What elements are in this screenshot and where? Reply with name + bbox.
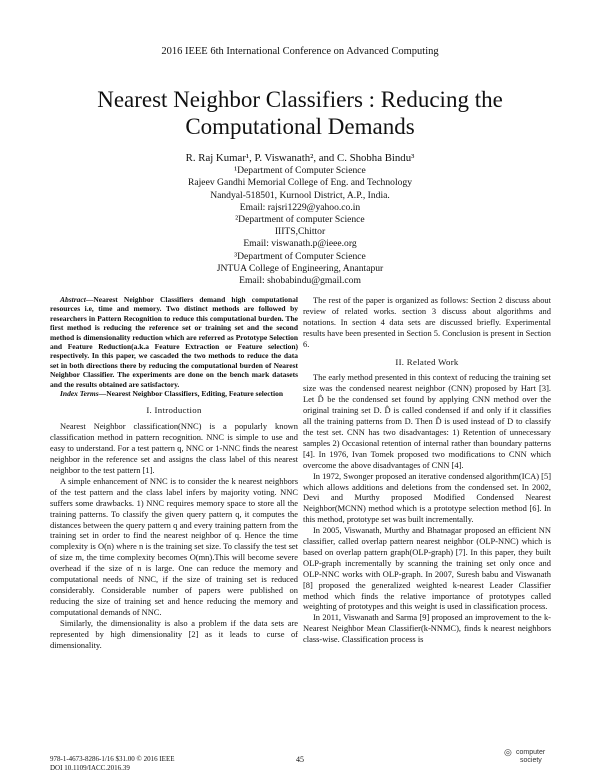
logo-text-line-1: computer — [516, 749, 546, 756]
title-line-2: Computational Demands — [185, 114, 415, 139]
left-column — [50, 295, 298, 650]
index-terms — [50, 389, 298, 398]
abstract-label: Abstract — [60, 295, 86, 304]
affiliation-line: JNTUA College of Engineering, Anantapur — [216, 262, 384, 274]
footer-isbn: 978-1-4673-8286-1/16 $31.00 © 2016 IEEE — [50, 755, 175, 763]
title-line-1: Nearest Neighbor Classifiers : Reducing the — [97, 87, 503, 112]
author-email: Email: viswanath.p@ieee.org — [243, 238, 357, 250]
index-terms-text: —Nearest Neighbor Classifiers, Editing, Feature selection — [98, 389, 284, 399]
affiliation-line: Nandyal-518501, Kurnool District, A.P., India. — [210, 189, 390, 201]
author-email: Email: rajsri1229@yahoo.co.in — [239, 201, 361, 213]
right-column — [303, 295, 551, 645]
conference-header: 2016 IEEE 6th International Conference on Advanced Computing — [161, 46, 439, 57]
affiliation-line: ²Department of computer Science — [235, 214, 365, 226]
body-paragraph: The rest of the paper is organized as follows: Section 2 discuss about review of related works. section 3 discuss about algorithms and notations. In section 4 data sets are discussed briefly. Experimental results have been presented in Section 5. Conclusion is present in Section 6. — [303, 295, 551, 349]
page-number: 45 — [296, 755, 304, 764]
footer-doi: DOI 10.1109/IACC.2016.39 — [50, 764, 130, 772]
author-block — [100, 152, 500, 287]
author-email: Email: shobabindu@gmail.com — [239, 275, 361, 287]
body-paragraph: In 1972, Swonger proposed an iterative condensed algorithm(ICA) [5] which allows additions and deletions from the condensed set. In 2002, Devi and Murthy proposed Modified Condensed Nearest Neighbor(MCNN) method which is a prototype selection method [6]. In this method, prototype set was built incrementally. — [303, 470, 551, 525]
abstract — [50, 295, 298, 389]
section-heading-related-work: II. Related Work — [395, 356, 459, 367]
body-paragraph: A simple enhancement of NNC is to consider the k nearest neighbors of the test pattern and the class label infers by majority voting. NNC suffers some drawbacks. 1) NNC requires memory space to store all the training patterns. To classify the given query pattern q, it computes the distances between the query pattern q and every training pattern from the training set in order to find the nearest neighbor of q. Hence the time complexity is O(n) where n is the training set size. To classify the test set of size m, the time complexity becomes O(mn).This will become severe overhead if the size of n is large. One can reduce the memory and computational needs of NNC, if the size of training set is reduced considerably. Considerable number of papers were published on reducing the size of training set and hence reducing the memory and computational demands of NNC. — [50, 475, 298, 617]
affiliation-line: Rajeev Gandhi Memorial College of Eng. and Technology — [187, 177, 412, 189]
body-paragraph: In 2005, Viswanath, Murthy and Bhatnagar proposed an efficient NN classifier, called overlap pattern nearest neighbor (OLP-NNC) which is based on overlap pattern graph(OLP-graph) [7]. In this paper, they built OLP-graph incrementally by scanning the training set only once and OLP-NNC works with OLP-graph. In 2007, Suresh babu and Viswanath [8] proposed the generalized weighted k-nearest Leader Classifier method which finds the relative importance of prototypes called weighting of prototypes and this weight is used in classification process. — [303, 525, 551, 612]
author-names: R. Raj Kumar¹, P. Viswanath², and C. Shobha Bindu³ — [185, 152, 415, 164]
logo-icon: ◎ — [504, 747, 512, 757]
body-paragraph: The early method presented in this context of reducing the training set size was the condensed nearest neighbor (CNN) proposed by Hart [3]. Let D̂ be the condensed set found by applying CNN method over the original training set D. D̂ is called condensed if and only if it classifies all the training patterns from D. Then D̂ is used instead of D to classify the test set. CNN has two disadvantages: 1) Retention of unnecessary samples 2) Occasional retention of internal rather than boundary patterns [4]. In 1976, Ivan Tomek proposed two modifications to CNN which overcome the above disadvantages of CNN [4]. — [303, 372, 551, 470]
affiliation-line: ¹Department of Computer Science — [234, 165, 366, 177]
paper-title — [60, 86, 540, 140]
abstract-text: —Nearest Neighbor Classifiers demand high computational resources i.e, time and memory. Two distinct methods are followed by researchers in Pattern Recognition to reduce this computational burden. The first method is reducing the reference set or training set and the second method is dimensionality reduction which are referred as Prototype Selection and Feature Reduction(a.k.a Feature Extraction or Feature selection) respectively. In this paper, we cascaded the two methods to reduce the data set in both directions there by reducing the computational burden of Nearest Neighbor Classifier. The experiments are done on the bench mark datasets and the results obtained are satisfactory. — [50, 295, 298, 389]
affiliation-line: ³Department of Computer Science — [234, 250, 366, 262]
index-terms-label: Index Terms — [60, 389, 99, 399]
body-paragraph: Similarly, the dimensionality is also a problem if the data sets are represented by high dimensionality [2] as it leads to curse of dimensionality. — [50, 617, 298, 650]
body-paragraph: In 2011, Viswanath and Sarma [9] proposed an improvement to the k-Nearest Neighbor Mean Classifier(k-NNMC), finds k nearest neighbors class-wise. Classification process is — [303, 612, 551, 645]
computer-society-logo — [504, 746, 554, 768]
section-heading-introduction: I. Introduction — [146, 405, 202, 416]
body-paragraph: Nearest Neighbor classification(NNC) is a popularly known classification method in pattern recognition. NNC is simple to use and easy to understand. For a test pattern q, NNC or 1-NNC finds the nearest neighbor in the reference set and assigns the class label of this nearest neighbor to the test pattern [1]. — [50, 421, 298, 475]
affiliation-line: IIITS,Chittor — [274, 226, 326, 238]
logo-text-line-2: society — [520, 757, 542, 764]
